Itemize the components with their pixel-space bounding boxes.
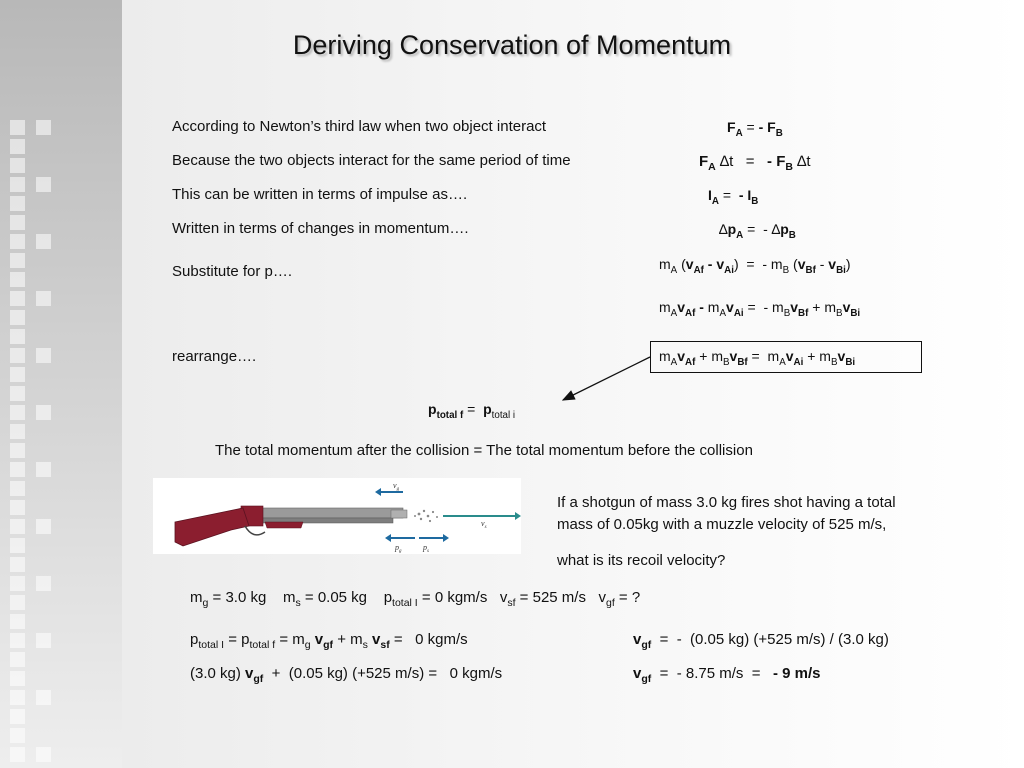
- label-ps: p: [423, 543, 427, 552]
- row-text-same-period: Because the two objects interact for the same period of time: [172, 152, 571, 169]
- solution-answer: $v_{gf}$ = - 8.75 m/s = - 9 m/s: [633, 665, 821, 685]
- solution-step-3: $v_{gf}$ = - (0.05 kg) (+525 m/s) / (3.0 kg): [633, 631, 889, 651]
- svg-text:pg: $p_g$: [395, 543, 402, 554]
- barrel-shape: [253, 508, 403, 518]
- equation-rearranged: $m_Av_{Af} + m_Bv_{Bf} = m_Av_{Ai} + m_Bv_{Bi}$: [659, 348, 856, 368]
- row-text-newton: According to Newton’s third law when two object interact: [172, 118, 547, 135]
- problem-line-1: If a shotgun of mass 3.0 kg fires shot having a total: [557, 494, 896, 511]
- solution-step-2: (3.0 kg) $v_{gf} + (0.05$ kg) (+525 m/s) = 0 kgm/s: [190, 665, 503, 685]
- svg-text:vs: $v_s$: [481, 519, 487, 530]
- problem-line-3: what is its recoil velocity?: [557, 552, 726, 569]
- summary-statement: The total momentum after the collision = The total momentum before the collision: [215, 442, 753, 459]
- solution-step-1: $p_{total I} = p_{total f} = m_g$ $v_{gf} + m_s$ $v_{sf} = 0$ kgm/s: [190, 631, 468, 651]
- row-text-substitute: Substitute for p….: [172, 263, 293, 280]
- row-text-rearrange: rearrange….: [172, 348, 257, 365]
- equation-total-momentum: $p_{total f} = p_{total i}$: [428, 401, 516, 421]
- label-vg: v: [393, 481, 397, 490]
- problem-line-2: mass of 0.05kg with a muzzle velocity of 525 m/s,: [557, 516, 887, 533]
- equation-delta-p: $\Delta p_A$ = - $\Delta p_B$: [719, 221, 796, 241]
- equation-expanded: $m_Av_{Af} - m_Av_{Ai}$ = - $m_Bv_{Bf} + m_Bv_{Bi}$: [659, 299, 861, 319]
- label-vs: v: [481, 519, 485, 528]
- equation-force-time: $F_A$ ∆t = - $F_B$ ∆t: [699, 153, 811, 173]
- label-pg: p: [395, 543, 399, 552]
- page-title: Deriving Conservation of Momentum: [292, 30, 732, 60]
- row-text-momentum: Written in terms of changes in momentum….: [172, 220, 469, 237]
- equation-forces: $F_A$ = - $F_B$: [727, 119, 783, 139]
- equation-substitute: $m_A$ $(v_{Af} - v_{Ai})$ = - $m_B$ $(v_{Bf} - v_{Bi})$: [659, 256, 851, 276]
- svg-text:vg: $v_g$: [393, 481, 400, 492]
- row-text-impulse: This can be written in terms of impulse as….: [172, 186, 468, 203]
- shotgun-diagram: [153, 478, 521, 554]
- svg-text:ps: $p_s$: [423, 543, 429, 554]
- given-values: $m_g = 3.0$ kg $m_s = 0.05$ kg $p_{total I} = 0$ kgm/s $v_{sf} = 525$ m/s $v_{gf}$ = ?: [190, 589, 641, 609]
- equation-impulse: $I_A$ = - $I_B$: [708, 187, 759, 207]
